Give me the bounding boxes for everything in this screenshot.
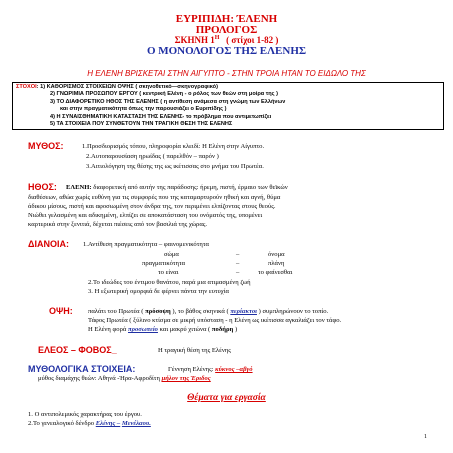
scene-verses: ( στίχοι 1-82 ): [226, 35, 279, 45]
opsi-text: ), το βάθος σκηνικά (: [172, 308, 229, 315]
ethos-line-2: διαθέσεων, αθώα χωρίς ευθύνη για τις συμφορές που της καταμαρτυρούν ηθική και αγνή, θύμα: [28, 194, 281, 201]
periaktoi-link[interactable]: περίακτοι: [230, 308, 257, 315]
opsi-line-3: [88, 326, 237, 333]
mythos-item-1: 1.Προσδιορισμός τόπου, πληροφορία κλειδί: Η Ελένη στην Αίγυπτο.: [82, 143, 265, 150]
mythologika-line-2: [38, 375, 211, 382]
opsi-line-2: Τάφος Πρωτέα ( ξύλινο κτίσμα σε μικρή υπόσταση - η Ελένη ως ικέτισσα αγκαλιάζει τον τάφο.: [88, 317, 342, 324]
ethos-label: ΗΘΟΣ:: [28, 182, 57, 192]
page-number: 1: [424, 434, 427, 440]
task-item-1: 1. Ο αντιπολεμικός χαρακτήρας του έργου.: [28, 411, 142, 418]
dianoia-pair-dash: –: [236, 251, 240, 258]
podiri-term: ποδήρη: [211, 326, 234, 333]
mythologika-label: ΜΥΘΟΛΟΓΙΚΑ ΣΤΟΙΧΕΙΑ:: [28, 364, 136, 374]
opsi-text: ): [234, 326, 238, 333]
location-banner: Η ΕΛΕΝΗ ΒΡΙΣΚΕΤΑΙ ΣΤΗΝ ΑΙΓΥΠΤΟ - ΣΤΗΝ ΤΡΟΙΑ ΗΤΑΝ ΤΟ ΕΙΔΩΛΟ ΤΗΣ: [87, 69, 366, 78]
scene-text: ΣΚΗΝΗ 1: [174, 35, 215, 45]
ethos-line-1: [66, 184, 288, 191]
dianoia-pair-left: το είναι: [158, 269, 179, 276]
facade-term: πρόσοψη: [145, 308, 171, 315]
mythologika-text: μύθος διαμάχης θεών: Αθηνά -Ήρα-Αφροδίτη: [38, 375, 160, 382]
goals-label: ΣΤΟΧΟΙ: [16, 84, 37, 90]
mythos-item-2: 2.Αυτοπαρουσίαση ηρωίδας ( παρελθόν – παρόν ): [86, 153, 219, 160]
dianoia-pair-right: πλάνη: [268, 260, 285, 267]
mythologika-text: Γέννηση Ελένης:: [168, 366, 214, 373]
ethos-line-4: Νιώθει γελασμένη και αδικημένη, ελπίζει σε αποκατάσταση του ονόματός της, υπομένει: [28, 212, 263, 219]
mythologika-line-1: [168, 366, 253, 373]
opsi-label: ΟΨΗ:: [49, 306, 73, 316]
task-text: 2.Το γενεαλογικό δένδρο: [28, 420, 95, 427]
swan-egg-link[interactable]: κύκνος –αβγό: [215, 366, 253, 373]
helen-link[interactable]: Ελένης –: [95, 420, 121, 427]
mythos-label: ΜΥΘΟΣ:: [28, 141, 64, 151]
dianoia-pair-right: όνομα: [268, 251, 285, 258]
dianoia-label: ΔΙΑΝΟΙΑ:: [28, 239, 69, 249]
prologue-heading: ΠΡΟΛΟΓΟΣ: [195, 24, 258, 36]
apple-of-discord-link[interactable]: μήλον της Έριδος: [161, 375, 211, 382]
goal-line-5: 4) Η ΣΥΝΑΙΣΘΗΜΑΤΙΚΗ ΚΑΤΑΣΤΑΣΗ ΤΗΣ ΕΛΕΝΗΣ- το πρόβλημα που αντιμετωπίζει: [50, 113, 272, 120]
goal-line-1: ΣΤΟΧΟΙ: 1) ΚΑΘΟΡΙΣΜΟΣ ΣΤΟΙΧΕΙΩΝ ΟΨΗΣ ( σκηνοθετικό—σκηνογραφικό): [16, 84, 218, 90]
dianoia-item-1: 1.Αντίθεση πραγματικότητα – φαινομενικότητα: [83, 241, 209, 248]
opsi-text: Η Ελένη φορά: [88, 326, 127, 333]
goal-line-2: 2) ΓΝΩΡΙΜΙΑ ΠΡΟΣΩΠΟΥ ΕΡΓΟΥ ( κεντρική Ελένη - ο ρόλος των θεών στη μοίρα της ): [50, 91, 279, 98]
opsi-text: ) συμπληρώνουν το τοπίο.: [258, 308, 329, 315]
dianoia-pair-dash: –: [236, 260, 240, 267]
dianoia-pair-right: το φαίνεσθαι: [258, 269, 293, 276]
opsi-text: παλάτι του Πρωτέα (: [88, 308, 144, 315]
prosopeio-link[interactable]: προσωπείο: [128, 326, 158, 333]
eleos-fovos-text: Η τραγική θέση της Ελένης: [158, 347, 231, 354]
eleos-fovos-label: ΕΛΕΟΣ – ΦΟΒΟΣ_: [38, 345, 117, 355]
goal-line-4: και στην πραγματικότητα όπως την παρουσιάζει ο Ευριπίδης ): [60, 106, 227, 113]
goals-box: [12, 82, 444, 130]
scene-heading: [0, 35, 453, 45]
ethos-line-5: καρτερικά στην ξενιτιά, δέχεται πιέσεις από τον βασιλιά της χώρας.: [28, 221, 208, 228]
mythos-item-3: 3.Αιτιολόγηση της θέσης της ως ικέτισσας στο μνήμα του Πρωτέα.: [86, 163, 264, 170]
dianoia-item-3: 3. Η εξωτερική ομορφιά δε φέρνει πάντα την ευτυχία: [88, 288, 229, 295]
goal-line-6: 5) ΤΑ ΣΤΟΙΧΕΙΑ ΠΟΥ ΣΥΝΘΕΤΟΥΝ ΤΗΝ ΤΡΑΓΙΚΗ ΘΕΣΗ ΤΗΣ ΕΛΕΝΗΣ: [50, 121, 233, 128]
opsi-text: και μακρύ χιτώνα (: [159, 326, 211, 333]
monologue-subtitle: Ο ΜΟΝΟΛΟΓΟΣ ΤΗΣ ΕΛΕΝΗΣ: [146, 45, 307, 57]
opsi-line-1: [88, 308, 328, 315]
ethos-text: διαφορετική από αυτήν της παράδοσης: ήρεμη, πιστή, έρμαιο των θεϊκών: [93, 184, 288, 191]
ethos-line-3: άδικου μίσους, πιστή και αφοσιωμένη στον άνδρα της, τον περιμένει ελπίζοντας στους θεούς.: [28, 203, 276, 210]
task-item-2: [28, 420, 151, 427]
dianoia-item-2: 2.Το ιδεώδες του έντιμου θανάτου, παρά μια ατιμασμένη ζωή: [88, 279, 251, 286]
tasks-title: Θέματα για εργασία: [187, 393, 266, 403]
scene-superscript: Η: [214, 35, 220, 41]
dianoia-pair-left: πραγματικότητα: [142, 260, 186, 267]
dianoia-pair-left: σώμα: [164, 251, 179, 258]
dianoia-pair-dash: –: [236, 269, 240, 276]
menelaus-link[interactable]: Μενέλαου.: [121, 420, 151, 427]
document-title: ΕΥΡΙΠΙΔΗ: ΈΛΕΝΗ: [175, 13, 278, 25]
goal-line-3: 3) ΤΟ ΔΙΑΦΟΡΕΤΙΚΟ ΗΘΟΣ ΤΗΣ ΕΛΕΝΗΣ ( η αντίθεση ανάμεσα στη γνώμη των Ελλήνων: [50, 98, 286, 105]
goal-item: 1) ΚΑΘΟΡΙΣΜΟΣ ΣΤΟΙΧΕΙΩΝ ΟΨΗΣ ( σκηνοθετικό—σκηνογραφικό): [40, 84, 218, 90]
ethos-lead: ΕΛΕΝΗ:: [66, 184, 92, 191]
